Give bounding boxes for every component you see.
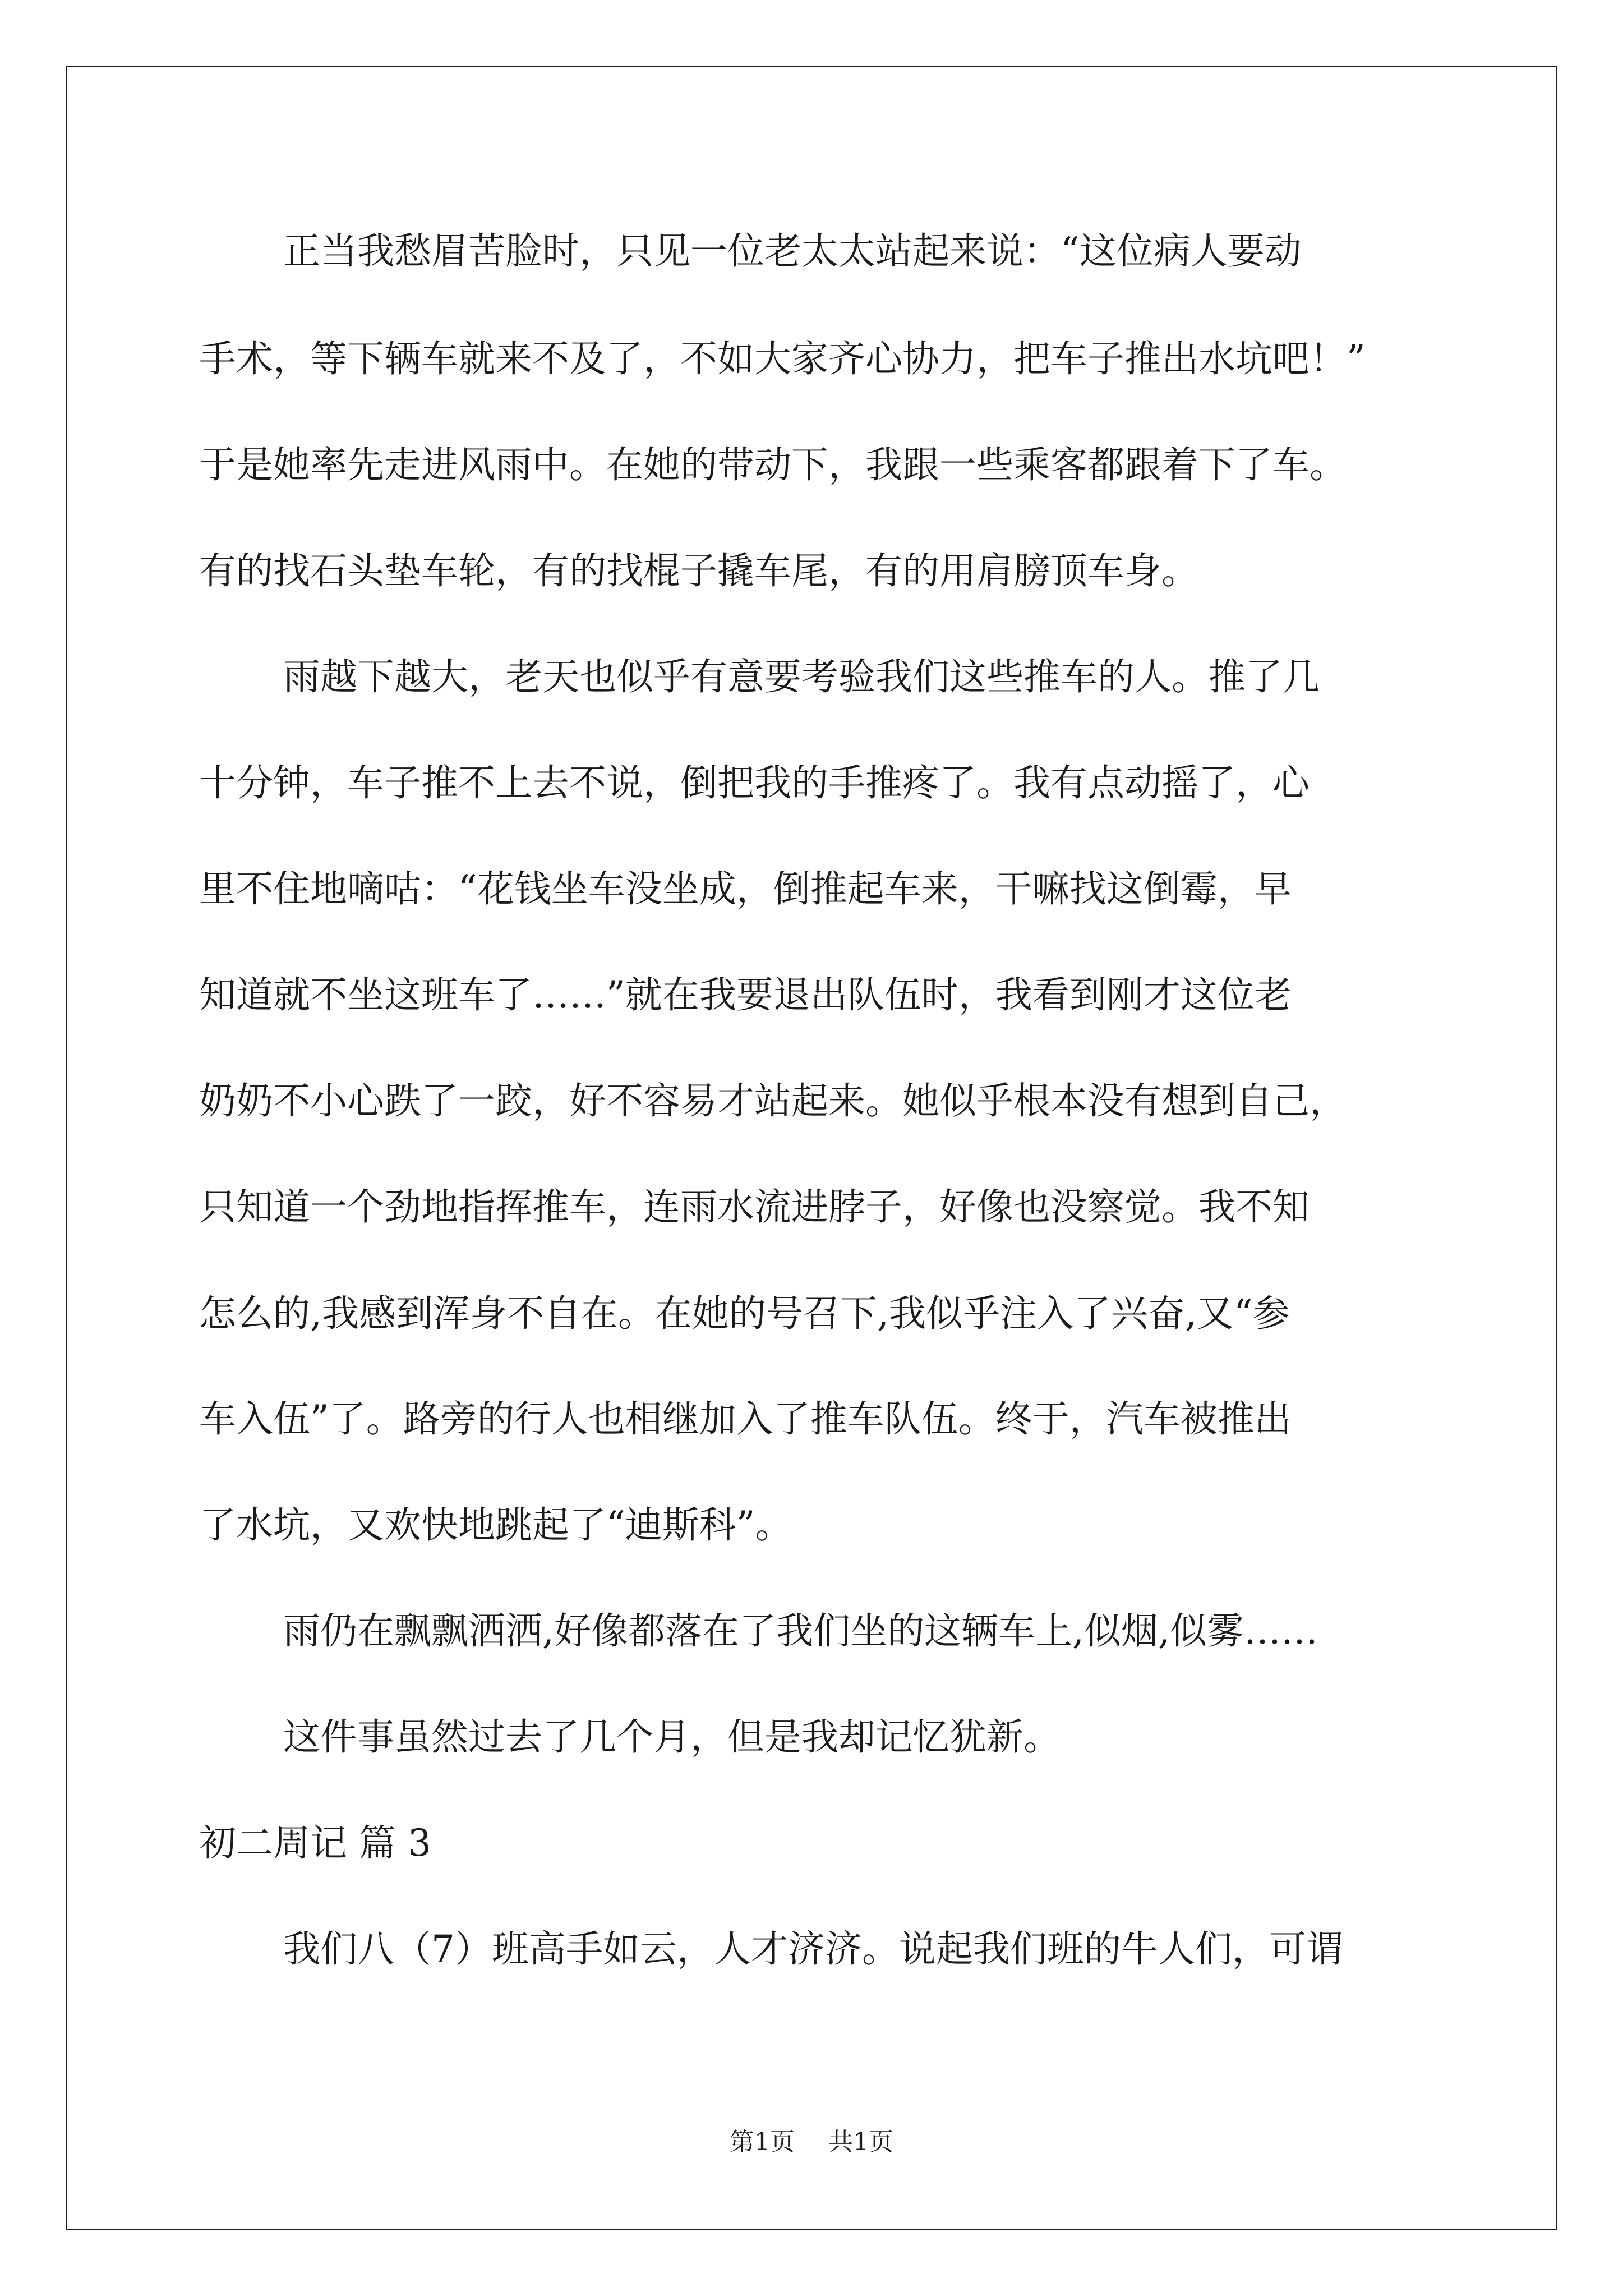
page-border [66, 66, 1557, 2230]
text-line-11: 怎么的,我感到浑身不自在。在她的号召下,我似乎注入了兴奋,又“参 [199, 1292, 1290, 1335]
text-line-6: 十分钟，车子推不上去不说，倒把我的手推疼了。我有点动摇了，心 [199, 761, 1310, 804]
text-line-8: 知道就不坐这班车了……”就在我要退出队伍时，我看到刚才这位老 [199, 973, 1292, 1016]
text-line-1: 正当我愁眉苦脸时，只见一位老太太站起来说：“这位病人要动 [283, 229, 1302, 273]
text-line-17: 我们八（7）班高手如云，人才济济。说起我们班的牛人们，可谓 [283, 1927, 1343, 1971]
text-line-12: 车入伍”了。路旁的行人也相继加入了推车队伍。终于，汽车被推出 [199, 1397, 1292, 1441]
text-line-3: 于是她率先走进风雨中。在她的带动下，我跟一些乘客都跟着下了车。 [199, 443, 1347, 486]
text-line-4: 有的找石头垫车轮，有的找棍子撬车尾，有的用肩膀顶车身。 [199, 549, 1198, 592]
text-line-14: 雨仍在飘飘洒洒,好像都落在了我们坐的这辆车上,似烟,似雾…… [283, 1609, 1318, 1653]
page-total: 共1页 [828, 2128, 893, 2156]
section-heading: 初二周记 篇 3 [199, 1821, 431, 1865]
page-footer [0, 2130, 1623, 2155]
text-line-15: 这件事虽然过去了几个月，但是我却记忆犹新。 [283, 1715, 1061, 1759]
text-line-9: 奶奶不小心跌了一跤，好不容易才站起来。她似乎根本没有想到自己， [199, 1079, 1347, 1122]
page-number: 第1页 [730, 2128, 795, 2156]
text-line-10: 只知道一个劲地指挥推车，连雨水流进脖子，好像也没察觉。我不知 [199, 1185, 1310, 1228]
text-line-13: 了水坑，又欢快地跳起了“迪斯科”。 [199, 1503, 792, 1547]
text-line-5: 雨越下越大，老天也似乎有意要考验我们这些推车的人。推了几 [283, 655, 1320, 698]
text-line-2: 手术，等下辆车就来不及了，不如大家齐心协力，把车子推出水坑吧！” [199, 337, 1366, 380]
text-line-7: 里不住地嘀咕：“花钱坐车没坐成，倒推起车来，干嘛找这倒霉，早 [199, 867, 1292, 910]
